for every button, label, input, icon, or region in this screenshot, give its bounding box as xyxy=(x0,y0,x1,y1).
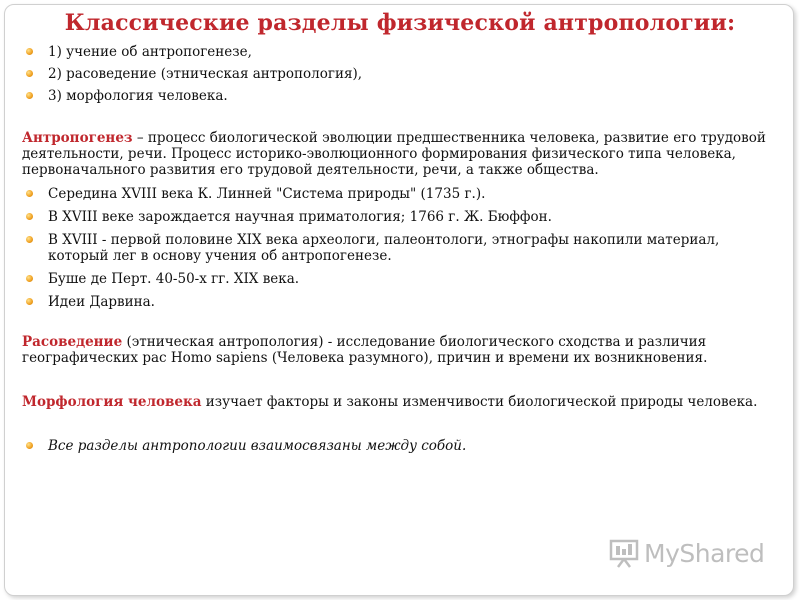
slide-title: Классические разделы физической антропологии: xyxy=(64,10,736,36)
anthropogenesis-text: – процесс биологической эволюции предшественника человека, развитие его трудовой деятельности, речи. Процесс историко-эволюционного формирования физического типа человека, первоначального развития его трудовой деятельности, речи, а также общества. xyxy=(22,130,766,178)
anthropogenesis-paragraph xyxy=(22,130,780,178)
anthropogenesis-term: Антропогенез xyxy=(22,130,133,146)
watermark-logo xyxy=(608,536,766,570)
morphology-text: изучает факторы и законы изменчивости биологической природы человека. xyxy=(201,394,758,410)
history-list xyxy=(22,186,780,310)
list-item: В XVIII веке зарождается научная приматология; 1766 г. Ж. Бюффон. xyxy=(22,209,780,225)
list-item: В XVIII - первой половине XIX века археологи, палеонтологи, этнографы накопили материал, который лег в основу учения об антропогенезе. xyxy=(22,232,780,264)
sections-list xyxy=(22,44,780,104)
list-item: Все разделы антропологии взаимосвязаны между собой. xyxy=(22,438,780,454)
morphology-term: Морфология человека xyxy=(22,394,202,410)
closing-list xyxy=(22,438,780,454)
slide-content xyxy=(22,44,780,454)
list-item: 1) учение об антропогенезе, xyxy=(22,44,780,60)
watermark-text: MyShared xyxy=(644,538,765,568)
list-item: 3) морфология человека. xyxy=(22,88,780,104)
race-studies-term: Расоведение xyxy=(22,334,123,350)
presentation-board-icon xyxy=(608,537,640,569)
list-item: Идеи Дарвина. xyxy=(22,294,780,310)
morphology-paragraph xyxy=(22,394,780,410)
race-studies-text: (этническая антропология) - исследование биологического сходства и различия географических рас Homo sapiens (Человека разумного), причин и времени их возникновения. xyxy=(22,334,708,366)
list-item: 2) расоведение (этническая антропология), xyxy=(22,66,780,82)
race-studies-paragraph xyxy=(22,334,780,366)
list-item: Середина XVIII века К. Линней "Система природы" (1735 г.). xyxy=(22,186,780,202)
list-item: Буше де Перт. 40-50-х гг. XIX века. xyxy=(22,271,780,287)
